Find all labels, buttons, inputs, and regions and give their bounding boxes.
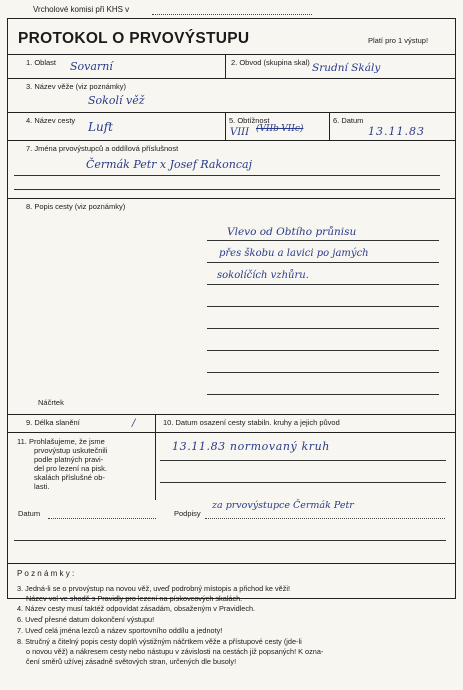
podpisy-extra-line [14,540,446,541]
podpisy-label: Podpisy [174,509,201,518]
popis-line [207,284,439,285]
note-item: 3. Jedná-li se o prvovýstup na novou věž, uveď podrobný místopis a přichod ke věži! [17,584,290,593]
podpisy-line [205,518,445,519]
nazev-cesty-label: 4. Název cesty [26,116,76,125]
popis-line [207,328,439,329]
prohlaseni-line: del pro lezení na pisk. [34,464,107,473]
column-divider [155,414,156,500]
prohlaseni-line: 11. Prohlašujeme, že jsme [17,437,105,446]
popis-line [207,394,439,395]
obtiznost-crossed: (VIIb-VIIc) [256,124,304,134]
note-item: o novou věž) a nákresem cesty nebo nástupu v závislosti na cestách již popsaných! K ozna- [26,647,324,656]
column-divider [225,54,226,78]
slaneni-mark: / [132,418,136,429]
note-item: 4. Název cesty musí taktéž odpovídat zásadám, obsaženým v Pravidlech. [17,604,256,613]
column-divider [329,112,330,140]
popis-text-line: přes škobu a lavici po jamých [219,248,369,259]
popis-line [207,306,439,307]
committee-line: Vrcholové komisi při KHS v [33,5,130,14]
committee-fill-line [152,14,312,15]
jmena-label: 7. Jména prvovýstupců a oddílová příslušnost [26,144,179,153]
podpisy-value: za prvovýstupce Čermák Petr [212,500,354,511]
prohlaseni-line: skalách příslušné ob- [34,473,105,482]
form-frame [7,18,456,599]
popis-label: 8. Popis cesty (viz poznámky) [26,202,126,211]
row-divider [7,198,455,199]
row-divider [7,112,455,113]
osazeni-line [160,460,446,461]
row-divider [7,414,455,415]
obvod-value: Srudní Skály [312,62,381,74]
slaneni-label: 9. Délka slanění [26,418,80,427]
row-divider [7,54,455,55]
column-divider [225,112,226,140]
nazev-cesty-value: Luft [88,120,113,134]
row-divider [7,563,455,564]
note-item: čení směrů užívej zásadně světových stran, určených dle busoly! [26,657,237,666]
notes-title: P o z n á m k y : [17,569,75,578]
osazeni-value: 13.11.83 normovaný kruh [172,440,330,453]
jmena-line [14,189,440,190]
datum-podpis-line [48,518,156,519]
nazev-veze-label: 3. Název věže (viz poznámky) [26,82,127,91]
obtiznost-value: VIII [230,127,250,138]
popis-line [207,262,439,263]
osazeni-line [160,482,446,483]
popis-line [207,372,439,373]
jmena-value: Čermák Petr x Josef Rakoncaj [86,158,252,171]
valid-note: Platí pro 1 výstup! [368,36,429,45]
oblast-value: Sovarní [70,60,113,73]
row-divider [7,140,455,141]
note-item: 8. Stručný a čitelný popis cesty doplň výstižným náčrtkem věže a přístupové cesty (jde-li [17,637,302,646]
row-divider [7,78,455,79]
note-item: 7. Uveď celá jména lezců a název sportovního oddílu a jednoty! [17,626,223,635]
popis-text-line: sokolíčích vzhůru. [217,270,309,281]
note-item: 6. Uveď přesné datum dokončení výstupu! [17,615,155,624]
nazev-veze-value: Sokolí věž [88,94,145,107]
popis-line [207,240,439,241]
datum-value: 13.11.83 [368,125,425,138]
oblast-label: 1. Oblast [26,58,57,67]
popis-line [207,350,439,351]
obtiznost-label: 5. Obtížnost [229,116,270,125]
nacrtek-label: Náčrtek [38,398,64,407]
datum-label: 6. Datum [333,116,364,125]
prohlaseni-line: podle platných pravi- [34,455,104,464]
jmena-line [14,175,440,176]
popis-text-line: Vlevo od Obtího průnisu [227,226,357,238]
osazeni-label: 10. Datum osazení cesty stabiln. kruhy a jejich původ [163,418,340,427]
prohlaseni-line: lasti. [34,482,50,491]
note-item: Název vol ve shodě s Pravidly pro lezení na pískovcových skalách. [26,594,243,603]
datum-podpis-label: Datum [18,509,41,518]
row-divider [7,432,455,433]
obvod-label: 2. Obvod (skupina skal) [231,58,310,67]
prohlaseni-line: prvovýstup uskutečnili [34,446,108,455]
page-title: PROTOKOL O PRVOVÝSTUPU [18,30,250,47]
